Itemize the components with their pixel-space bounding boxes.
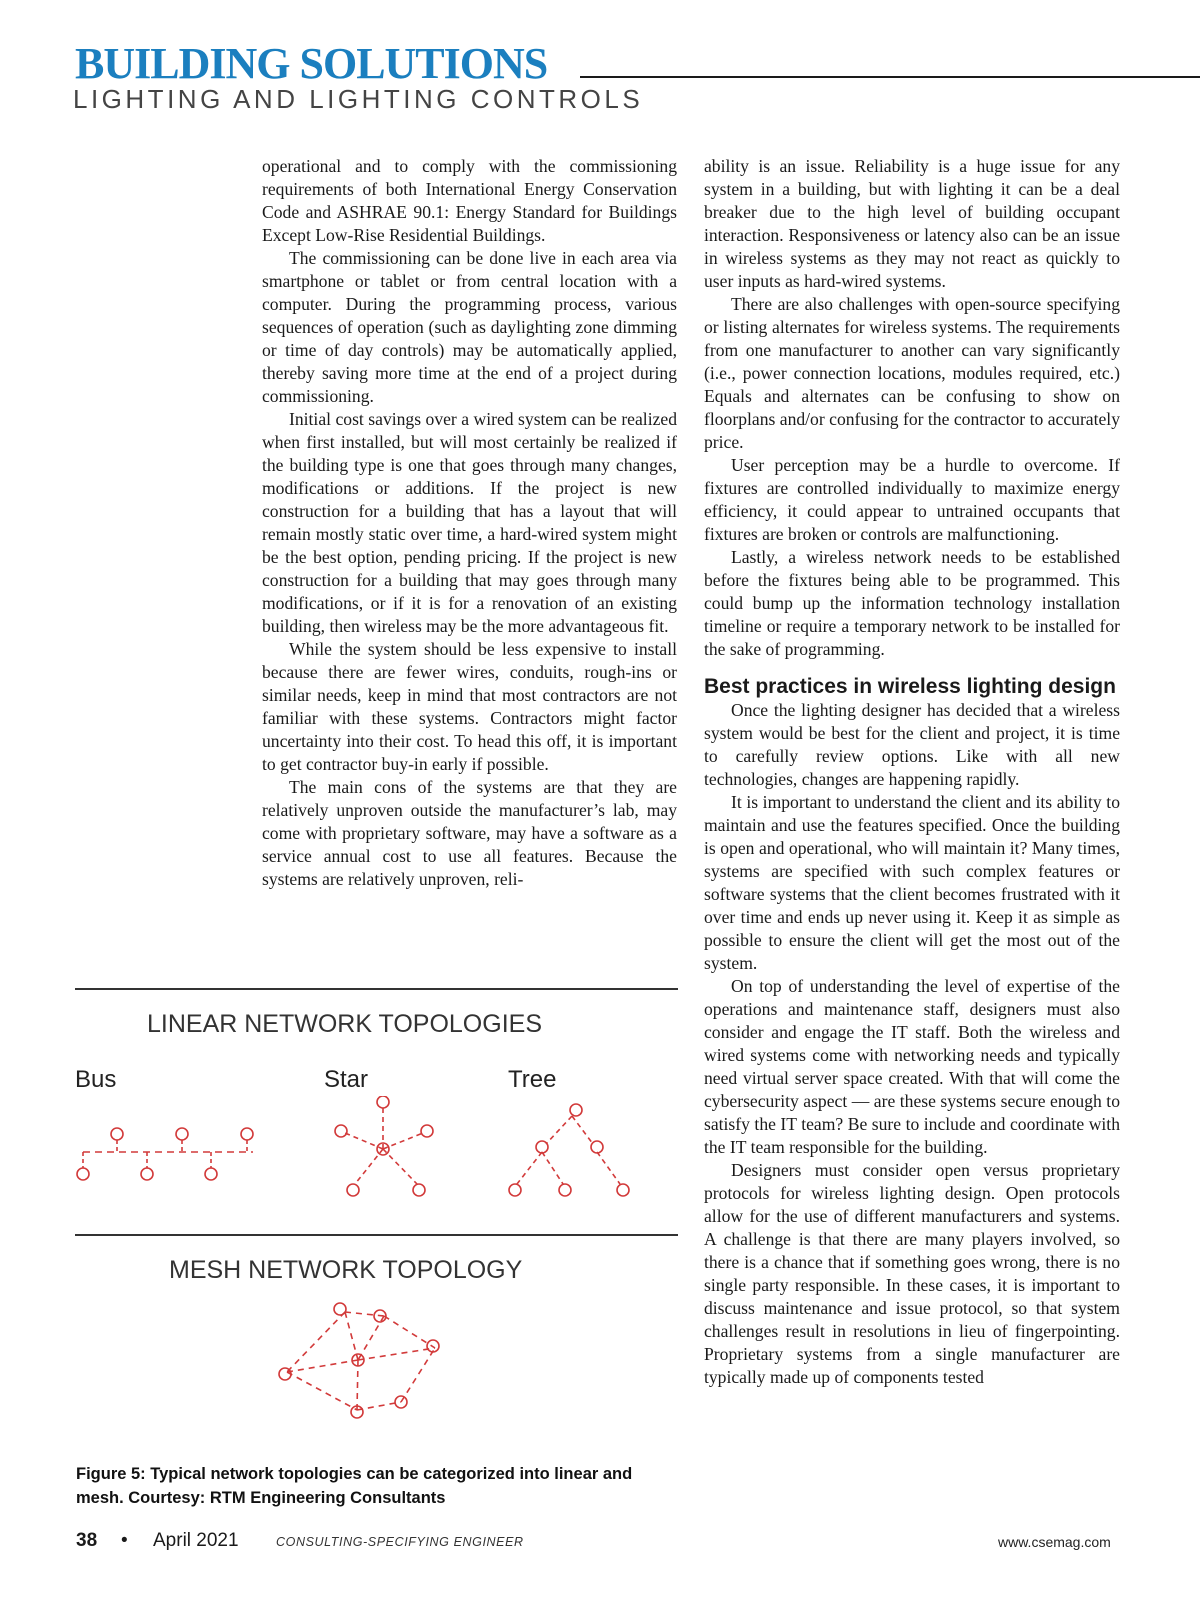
page-number: 38 bbox=[76, 1530, 98, 1551]
mesh-topology-diagram bbox=[75, 1298, 678, 1448]
tree-node bbox=[617, 1184, 629, 1196]
tree-link bbox=[597, 1152, 620, 1184]
tree-link bbox=[517, 1152, 542, 1184]
bus-node bbox=[141, 1168, 153, 1180]
bus-node bbox=[241, 1128, 253, 1140]
star-label: Star bbox=[324, 1066, 369, 1093]
tree-node bbox=[591, 1141, 603, 1153]
tree-link bbox=[572, 1116, 593, 1144]
mesh-diagram bbox=[287, 1312, 435, 1410]
paragraph: Designers must consider open versus proprietary protocols for wireless lighting design. Open protocols allow for the use of different manufacturers and systems. A challenge is that there are many players involved, so there is a chance that if something goes wrong, there is no single party responsible. In these cases, it is important to discuss maintenance and issue protocol, so that system challenges result in resolutions in lieu of fingerpointing. Proprietary systems from a single manufacturer are typically made up of components tested bbox=[704, 1160, 1120, 1387]
section-heading: Best practices in wireless lighting design bbox=[704, 675, 1116, 698]
mesh-topology-heading: MESH NETWORK TOPOLOGY bbox=[169, 1256, 523, 1284]
mesh-link bbox=[345, 1312, 358, 1360]
bus-node bbox=[111, 1128, 123, 1140]
magazine-url[interactable]: www.csemag.com bbox=[998, 1534, 1111, 1550]
star-node bbox=[413, 1184, 425, 1196]
mesh-link bbox=[287, 1372, 357, 1410]
bus-node bbox=[205, 1168, 217, 1180]
paragraph: User perception may be a hurdle to overcome. If fixtures are controlled individually to maximize energy efficiency, it could appear to untrained occupants that fixtures are broken or controls are malfunctioning. bbox=[704, 455, 1120, 544]
mesh-link bbox=[401, 1348, 435, 1402]
linear-topologies-heading: LINEAR NETWORK TOPOLOGIES bbox=[147, 1010, 542, 1038]
paragraph: Lastly, a wireless network needs to be established before the fixtures being able to be programmed. This could bump up the information technology installation timeline or require a temporary network to be installed for the sake of programming. bbox=[704, 547, 1120, 659]
bus-diagram bbox=[77, 1128, 253, 1180]
tree-label: Tree bbox=[508, 1066, 557, 1093]
star-node bbox=[421, 1125, 433, 1137]
mesh-link bbox=[357, 1360, 358, 1410]
mesh-link bbox=[287, 1312, 345, 1372]
figure-top-rule bbox=[75, 988, 678, 990]
paragraph: It is important to understand the client and its ability to maintain and use the features specified. Once the building is open and operational, who will maintain it? Many times, systems are specified with such complex features or software systems that the client becomes frustrated with it over time and ends up never using it. Keep it as simple as possible to ensure the client will get the most out of the system. bbox=[704, 792, 1120, 973]
paragraph: ability is an issue. Reliability is a huge issue for any system in a building, but with lighting it can be a deal breaker due to the high level of building occupant interaction. Responsiveness or latency also can be an issue in wireless systems as they may not react as quickly to user inputs as hard-wired systems. bbox=[704, 156, 1120, 291]
linear-topologies-diagram bbox=[75, 1096, 678, 1206]
footer-bullet: • bbox=[121, 1530, 128, 1551]
tree-node bbox=[559, 1184, 571, 1196]
section-subtitle: LIGHTING AND LIGHTING CONTROLS bbox=[73, 84, 644, 114]
star-node bbox=[377, 1096, 389, 1108]
left-column bbox=[262, 155, 677, 891]
mesh-link bbox=[358, 1348, 435, 1360]
tree-link bbox=[546, 1116, 572, 1144]
mesh-node bbox=[334, 1303, 346, 1315]
star-node bbox=[335, 1125, 347, 1137]
paragraph: The main cons of the systems are that they are relatively unproven outside the manufacturer’s lab, may come with proprietary software, may have a software as a service annual cost to use all features. Because the systems are relatively unproven, reli- bbox=[262, 777, 677, 889]
tree-diagram bbox=[509, 1104, 629, 1196]
mesh-link bbox=[345, 1312, 384, 1316]
tree-node bbox=[509, 1184, 521, 1196]
header-rule bbox=[580, 76, 1200, 78]
figure-mid-rule bbox=[75, 1234, 678, 1236]
star-node bbox=[347, 1184, 359, 1196]
figure-caption: Figure 5: Typical network topologies can be categorized into linear and mesh. Courtesy: RTM Engineering Consultants bbox=[76, 1465, 633, 1507]
paragraph: On top of understanding the level of expertise of the operations and maintenance staff, designers must also consider and engage the IT staff. Both the wireless and wired systems come with networking needs and typically need virtual server space created. With that will come the cybersecurity aspect — are these systems secure enough to satisfy the IT team? Be sure to include and coordinate with the IT team responsible for the building. bbox=[704, 976, 1120, 1157]
magazine-name: CONSULTING-SPECIFYING ENGINEER bbox=[276, 1535, 524, 1549]
paragraph: Initial cost savings over a wired system can be realized when first installed, but will most certainly be realized if the building type is one that goes through many changes, modifications or additions. If the project is new construction for a building that has a layout that will remain mostly static over time, a hard-wired system might be the best option, pending pricing. If the project is new construction for a building that may goes through many modifications, or if it is for a renovation of an existing building, then wireless may be the more advantageous fit. bbox=[262, 409, 677, 636]
paragraph: The commissioning can be done live in each area via smartphone or tablet or from central location with a computer. During the programming process, various sequences of operation (such as daylighting zone dimming or time of day controls) may be automatically applied, thereby saving more time at the end of a project during commissioning. bbox=[262, 248, 677, 406]
tree-root-node bbox=[570, 1104, 582, 1116]
section-title: BUILDING SOLUTIONS bbox=[75, 39, 548, 88]
star-diagram bbox=[335, 1096, 433, 1196]
bus-node bbox=[77, 1168, 89, 1180]
bus-node bbox=[176, 1128, 188, 1140]
issue-date: April 2021 bbox=[153, 1530, 239, 1551]
right-column bbox=[704, 155, 1120, 1389]
tree-link bbox=[542, 1152, 563, 1184]
paragraph: While the system should be less expensive to install because there are fewer wires, conduits, rough-ins or similar needs, keep in mind that most contractors are not familiar with these systems. Contractors might factor uncertainty into their cost. To head this off, it is important to get contractor buy-in early if possible. bbox=[262, 639, 677, 774]
bus-label: Bus bbox=[75, 1066, 117, 1093]
star-link bbox=[383, 1149, 417, 1184]
tree-node bbox=[536, 1141, 548, 1153]
paragraph: operational and to comply with the commissioning requirements of both International Energy Conservation Code and ASHRAE 90.1: Energy Standard for Buildings Except Low-Rise Residential Buildings. bbox=[262, 156, 677, 245]
paragraph: There are also challenges with open-source specifying or listing alternates for wireless systems. The requirements from one manufacturer to another can vary significantly (i.e., power connection locations, modules required, etc.) Equals and alternates can be confusing to show on floorplans and/or confusing for the contractor to accurately price. bbox=[704, 294, 1120, 452]
paragraph: Once the lighting designer has decided that a wireless system would be best for the client and project, it is time to carefully review options. Like with all new technologies, changes are happening rapidly. bbox=[704, 700, 1120, 789]
